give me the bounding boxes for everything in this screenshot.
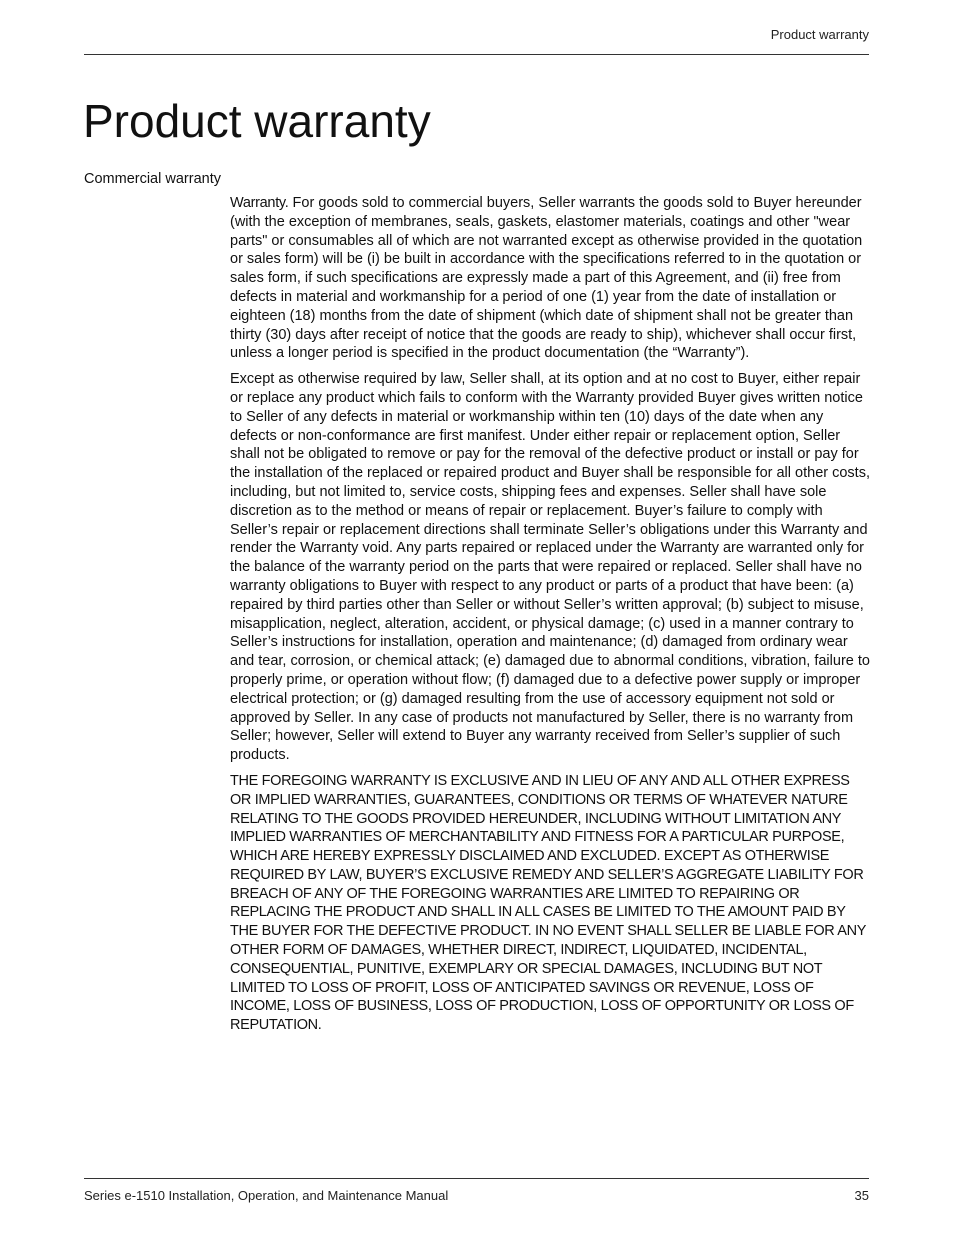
running-header: Product warranty: [770, 27, 869, 42]
remedy-paragraph: [230, 370, 870, 765]
warranty-paragraph: [230, 194, 870, 363]
disclaimer-paragraph-text: THE FOREGOING WARRANTY IS EXCLUSIVE AND IN LIEU OF ANY AND ALL OTHER EXPRESS OR IMPLIED WARRANTIES, GUARANTEES, CONDITIONS OR TERMS OF WHATEVER NATURE RELATING TO THE GOODS PROVIDED HEREUNDER, INCLUDING WITHOUT LIMITATION ANY IMPLIED WARRANTIES OF MERCHANTABILITY AND FITNESS FOR A PARTICULAR PURPOSE, WHICH ARE HEREBY EXPRESSLY DISCLAIMED AND EXCLUDED. EXCEPT AS OTHERWISE REQUIRED BY LAW, BUYER’S EXCLUSIVE REMEDY AND SELLER’S AGGREGATE LIABILITY FOR BREACH OF ANY OF THE FOREGOING WARRANTIES ARE LIMITED TO REPAIRING OR REPLACING THE PRODUCT AND SHALL IN ALL CASES BE LIMITED TO THE AMOUNT PAID BY THE BUYER FOR THE DEFECTIVE PRODUCT. IN NO EVENT SHALL SELLER BE LIABLE FOR ANY OTHER FORM OF DAMAGES, WHETHER DIRECT, INDIRECT, LIQUIDATED, INCIDENTAL, CONSEQUENTIAL, PUNITIVE, EXEMPLARY OR SPECIAL DAMAGES, INCLUDING BUT NOT LIMITED TO LOSS OF PROFIT, LOSS OF ANTICIPATED SAVINGS OR REVENUE, LOSS OF INCOME, LOSS OF BUSINESS, LOSS OF PRODUCTION, LOSS OF OPPORTUNITY OR LOSS OF REPUTATION.: [230, 772, 866, 1034]
warranty-run-in: Warranty.: [230, 195, 289, 211]
warranty-paragraph-text: For goods sold to commercial buyers, Seller warrants the goods sold to Buyer hereunder (with the exception of membranes, seals, gaskets, elastomer materials, coatings and other "wear parts" or consumables all of which are not warranted except as otherwise provided in the quotation or sales form) will be (i) be built in accordance with the specifications referred to in the quotation or sales form, if such specifications are expressly made a part of this Agreement, and (ii) free from defects in material and workmanship for a period of one (1) year from the date of installation or eighteen (18) months from the date of shipment (which date of shipment shall not be greater than thirty (30) days after receipt of notice that the goods are ready to ship), whichever shall occur first, unless a longer period is specified in the product documentation (the “Warranty”).: [230, 195, 863, 362]
footer-manual-title: Series e-1510 Installation, Operation, and Maintenance Manual: [84, 1188, 449, 1203]
remedy-paragraph-text: Except as otherwise required by law, Seller shall, at its option and at no cost to Buyer, either repair or replace any product which fails to conform with the Warranty provided Buyer gives written notice to Seller of any defects in material or workmanship within ten (10) days of the date when any defects or non-conformance are first manifest. Under either repair or replacement option, Seller shall not be obligated to remove or pay for the removal of the defective product or install or pay for the installation of the replaced or repaired product and Buyer shall be responsible for all other costs, including, but not limited to, service costs, shipping fees and expenses. Seller shall have sole discretion as to the method or means of repair or replacement. Buyer’s failure to comply with Seller’s repair or replacement directions shall terminate Seller’s obligations under this Warranty and render the Warranty void. Any parts repaired or replaced under the Warranty are warranted only for the balance of the warranty period on the parts that were repaired or replaced. Seller shall have no warranty obligations to Buyer with respect to any product or parts of a product that have been: (a) repaired by third parties other than Seller or without Seller’s written approval; (b) subject to misuse, misapplication, neglect, alteration, accident, or physical damage; (c) used in a manner contrary to Seller’s instructions for installation, operation and maintenance; (d) damaged from ordinary wear and tear, corrosion, or chemical attack; (e) damaged due to abnormal conditions, vibration, failure to properly prime, or operation without flow; (f) damaged due to a defective power supply or improper electrical protection; or (g) damaged resulting from the use of accessory equipment not sold or approved by Seller. In any case of products not manufactured by Seller, there is no warranty from Seller; however, Seller will extend to Buyer any warranty received from Seller’s supplier of such products.: [230, 371, 870, 764]
footer-page-number: 35: [854, 1188, 869, 1203]
section-label: Commercial warranty: [84, 171, 221, 187]
footer-rule: [84, 1178, 869, 1179]
header-rule: [84, 54, 869, 55]
disclaimer-paragraph: [230, 772, 870, 1035]
body-column: [230, 194, 870, 1042]
page-title: Product warranty: [83, 95, 431, 147]
